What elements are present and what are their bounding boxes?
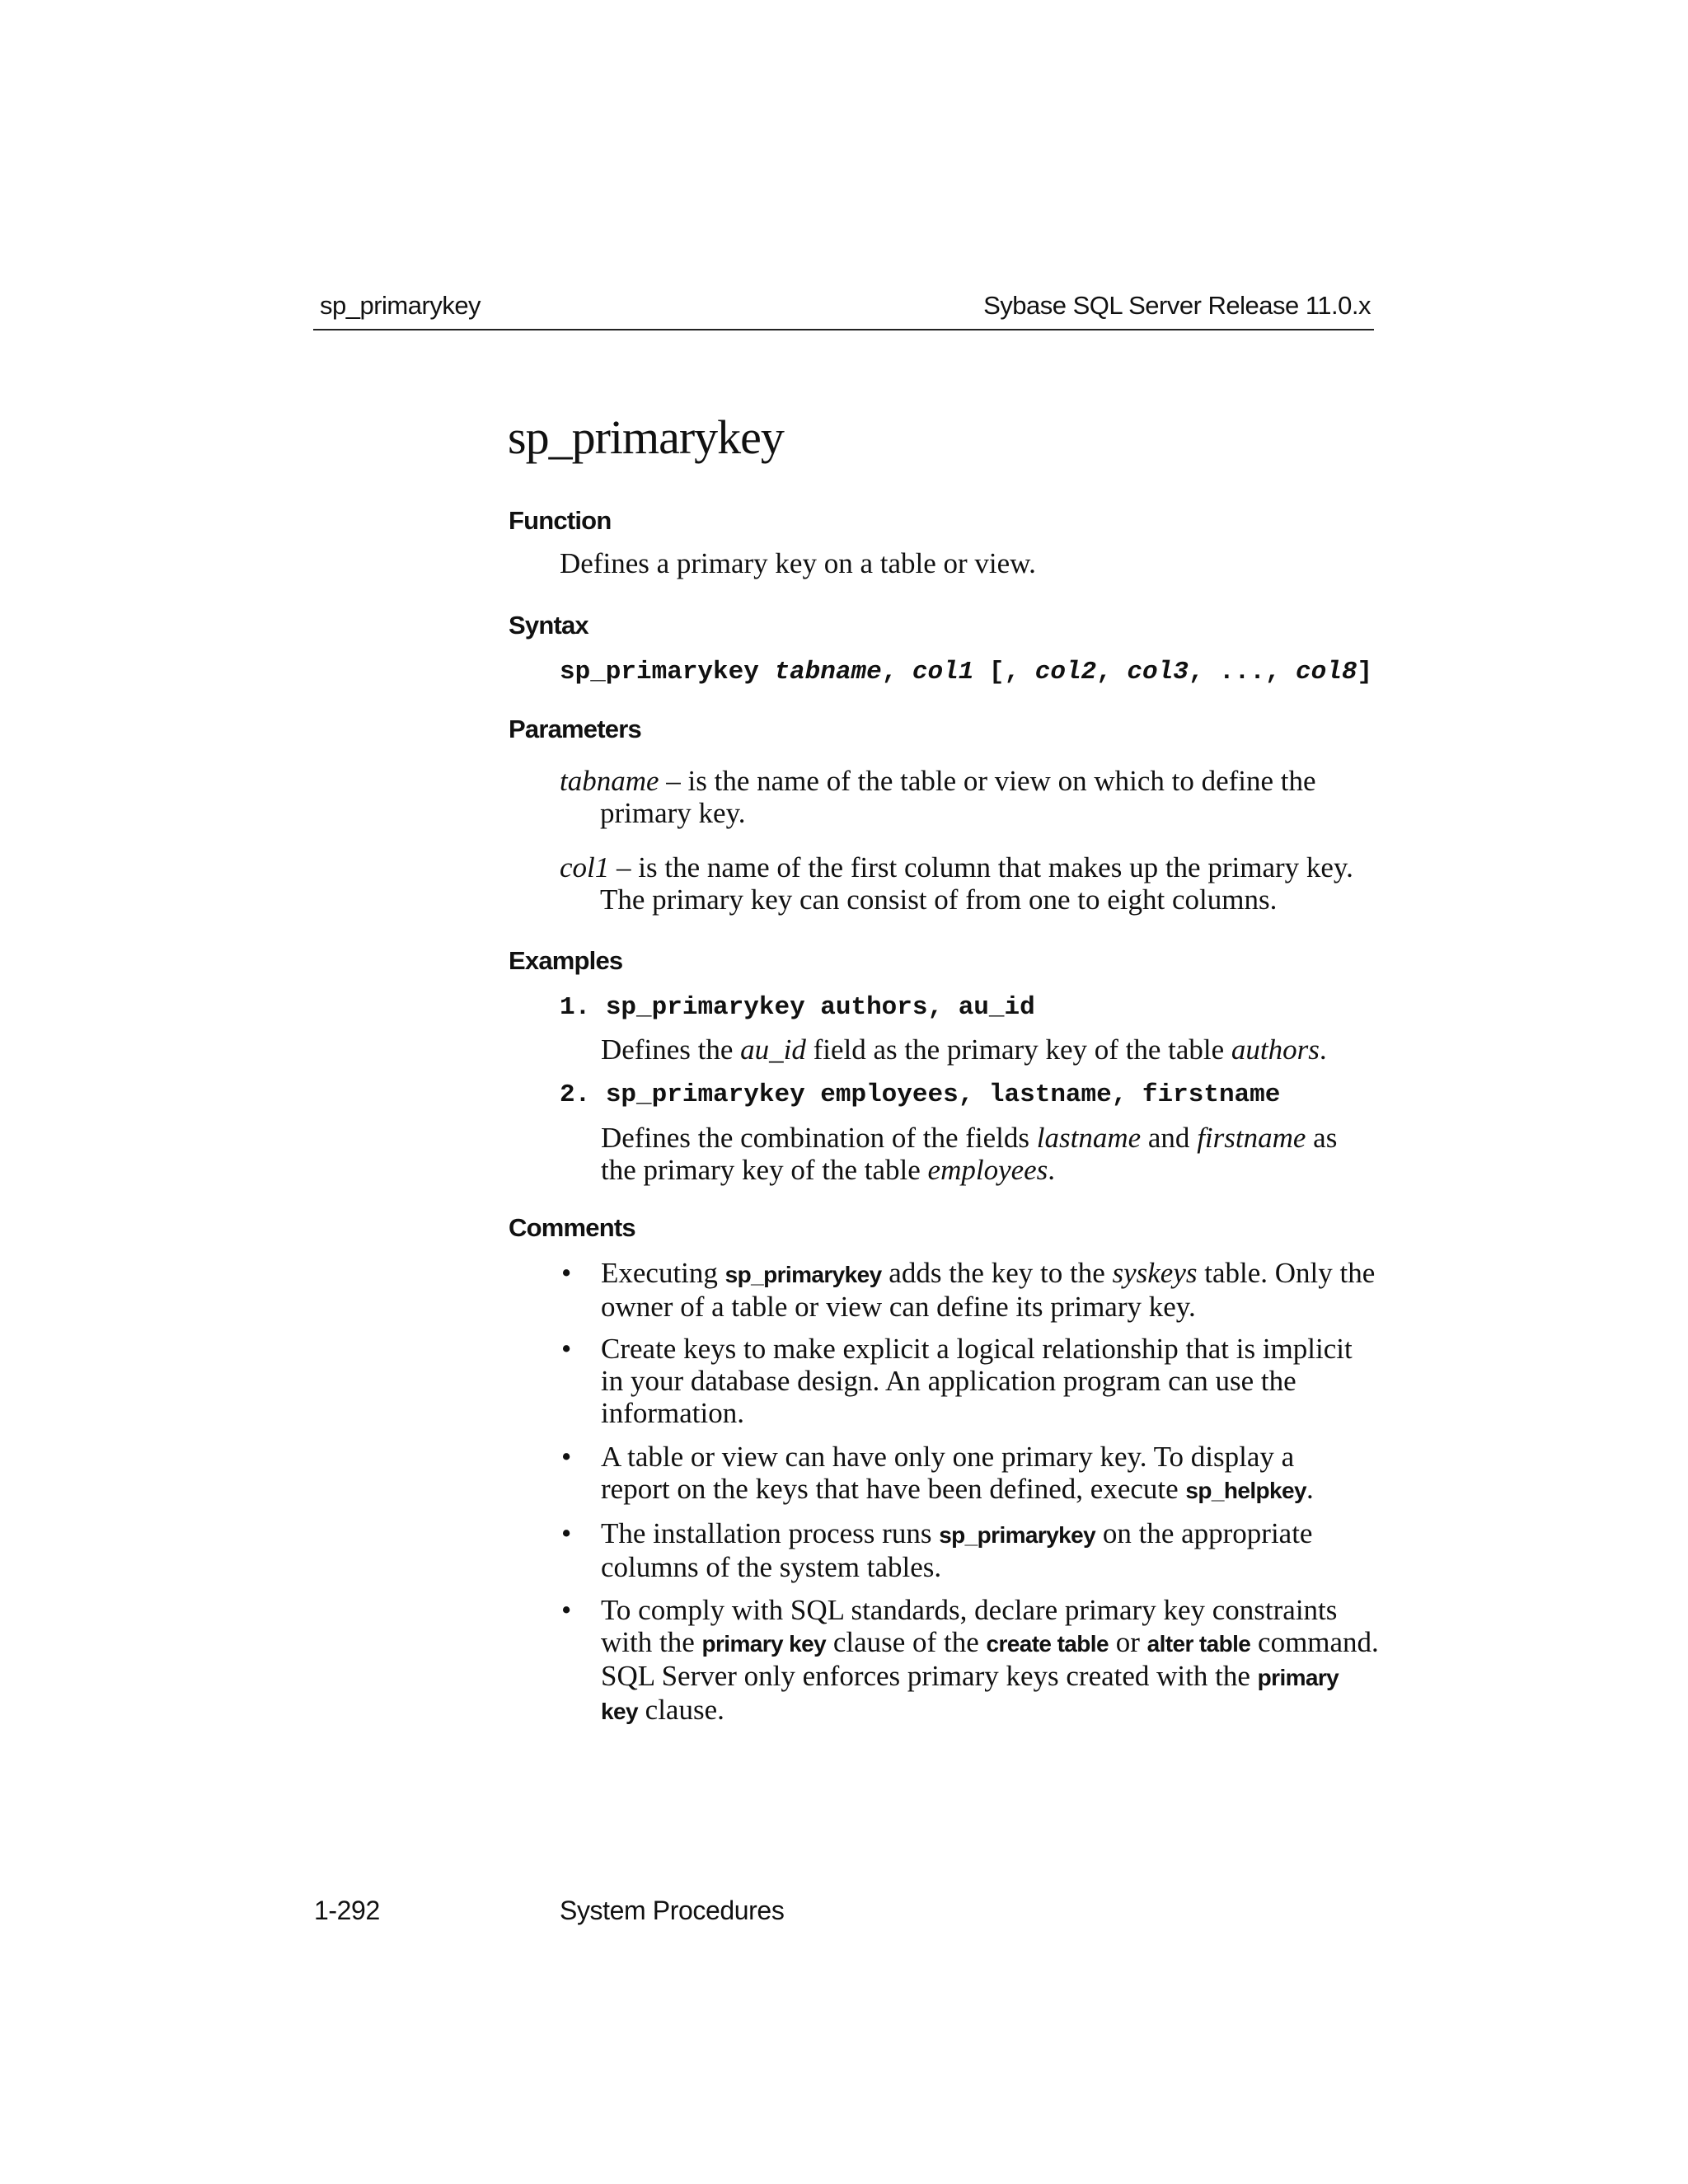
param-desc-cont: primary key.	[600, 797, 746, 829]
param-desc: – is the name of the table or view on which to define the	[659, 765, 1316, 797]
syntax-arg-tabname: tabname	[774, 658, 882, 687]
comment-text: clause.	[637, 1694, 724, 1726]
parameters-heading: Parameters	[509, 715, 641, 743]
comment-text: The installation process runs	[601, 1517, 940, 1549]
syntax-arg-col2: col2	[1034, 658, 1097, 687]
running-header-left: sp_primarykey	[320, 291, 481, 320]
param-desc-cont: The primary key can consist of from one to eight columns.	[600, 883, 1278, 916]
comment-1	[601, 1257, 1384, 1323]
examples-heading: Examples	[509, 946, 623, 975]
comment-text: A table or view can have only one primary key. To display a	[601, 1441, 1295, 1473]
page-number: 1-292	[314, 1896, 380, 1925]
bullet: •	[561, 1257, 572, 1289]
syntax-ellipsis: , ...,	[1188, 658, 1296, 687]
comment-text: with the	[601, 1626, 702, 1658]
comment-text: SQL Server only enforces primary keys created with the	[601, 1660, 1258, 1692]
comment-text: in your database design. An application program can use the	[601, 1365, 1296, 1397]
function-heading: Function	[509, 506, 612, 535]
comment-text: report on the keys that have been defined, execute	[601, 1473, 1186, 1505]
desc-table: authors	[1231, 1033, 1320, 1066]
comment-text: adds the key to the	[881, 1257, 1113, 1289]
example-1-description	[601, 1033, 1376, 1066]
bullet: •	[561, 1517, 572, 1549]
syntax-arg-col3: col3	[1127, 658, 1189, 687]
desc-text: .	[1048, 1154, 1056, 1186]
comment-text: Create keys to make explicit a logical relationship that is implicit	[601, 1333, 1353, 1365]
desc-text: the primary key of the table	[601, 1154, 928, 1186]
example-number: 2.	[560, 1080, 591, 1109]
comment-3	[601, 1441, 1384, 1507]
running-header-right: Sybase SQL Server Release 11.0.x	[983, 291, 1371, 320]
example-command: sp_primarykey employees, lastname, firstname	[605, 1080, 1281, 1109]
syntax-sep: ,	[1096, 658, 1128, 687]
comment-text: or	[1108, 1626, 1147, 1658]
example-2-code	[560, 1080, 1280, 1109]
keyword: alter table	[1146, 1631, 1251, 1657]
comment-text: information.	[601, 1397, 744, 1429]
keyword: sp_primarykey	[724, 1262, 882, 1287]
desc-text: .	[1319, 1033, 1327, 1066]
syntax-arg-col8: col8	[1296, 658, 1357, 687]
desc-text: Defines the combination of the fields	[601, 1122, 1037, 1154]
keyword: key	[601, 1699, 638, 1724]
comment-text: To comply with SQL standards, declare primary key constraints	[601, 1594, 1338, 1626]
header-rule	[313, 329, 1374, 330]
syntax-heading: Syntax	[509, 611, 588, 640]
param-tabname	[560, 765, 1376, 829]
param-name: col1	[560, 851, 610, 883]
param-name: tabname	[560, 765, 659, 797]
comment-text: command.	[1250, 1626, 1379, 1658]
example-number: 1.	[560, 993, 591, 1022]
comment-text: .	[1306, 1473, 1314, 1505]
desc-text: and	[1141, 1122, 1198, 1154]
example-2-description	[601, 1122, 1376, 1186]
comment-5	[601, 1594, 1384, 1727]
syntax-command: sp_primarykey	[560, 658, 759, 687]
keyword: sp_primarykey	[939, 1522, 1096, 1548]
syntax-bracket-close: ]	[1357, 658, 1373, 687]
comment-4	[601, 1517, 1384, 1583]
example-command: sp_primarykey authors, au_id	[605, 993, 1035, 1022]
footer-section: System Procedures	[560, 1896, 785, 1925]
keyword: create table	[986, 1631, 1109, 1657]
desc-field: lastname	[1036, 1122, 1142, 1154]
bullet: •	[561, 1333, 572, 1365]
comments-heading: Comments	[509, 1213, 635, 1242]
comment-2	[601, 1333, 1384, 1429]
bullet: •	[561, 1594, 572, 1626]
syntax-line	[560, 658, 1372, 687]
function-text: Defines a primary key on a table or view.	[560, 547, 1036, 579]
example-1-code	[560, 993, 1035, 1022]
comment-text: owner of a table or view can define its primary key.	[601, 1291, 1196, 1323]
syntax-bracket-open: [,	[973, 658, 1035, 687]
comment-text: Executing	[601, 1257, 725, 1289]
bullet: •	[561, 1441, 572, 1473]
desc-text: field as the primary key of the table	[805, 1033, 1231, 1066]
keyword: sp_helpkey	[1185, 1478, 1306, 1503]
desc-text: as	[1306, 1122, 1338, 1154]
syntax-sep: ,	[881, 658, 912, 687]
syntax-arg-col1: col1	[912, 658, 974, 687]
comment-text: on the appropriate	[1095, 1517, 1313, 1549]
table-name: syskeys	[1112, 1257, 1198, 1289]
param-col1	[560, 851, 1376, 916]
desc-table: employees	[927, 1154, 1048, 1186]
desc-field: firstname	[1197, 1122, 1306, 1154]
comment-text: columns of the system tables.	[601, 1551, 942, 1583]
keyword: primary key	[701, 1631, 827, 1657]
param-desc: – is the name of the first column that makes up the primary key.	[609, 851, 1353, 883]
page-title: sp_primarykey	[508, 410, 784, 464]
comment-text: table. Only the	[1197, 1257, 1376, 1289]
keyword: primary	[1257, 1665, 1339, 1690]
desc-text: Defines the	[601, 1033, 741, 1066]
comment-text: clause of the	[826, 1626, 987, 1658]
desc-field: au_id	[740, 1033, 806, 1066]
